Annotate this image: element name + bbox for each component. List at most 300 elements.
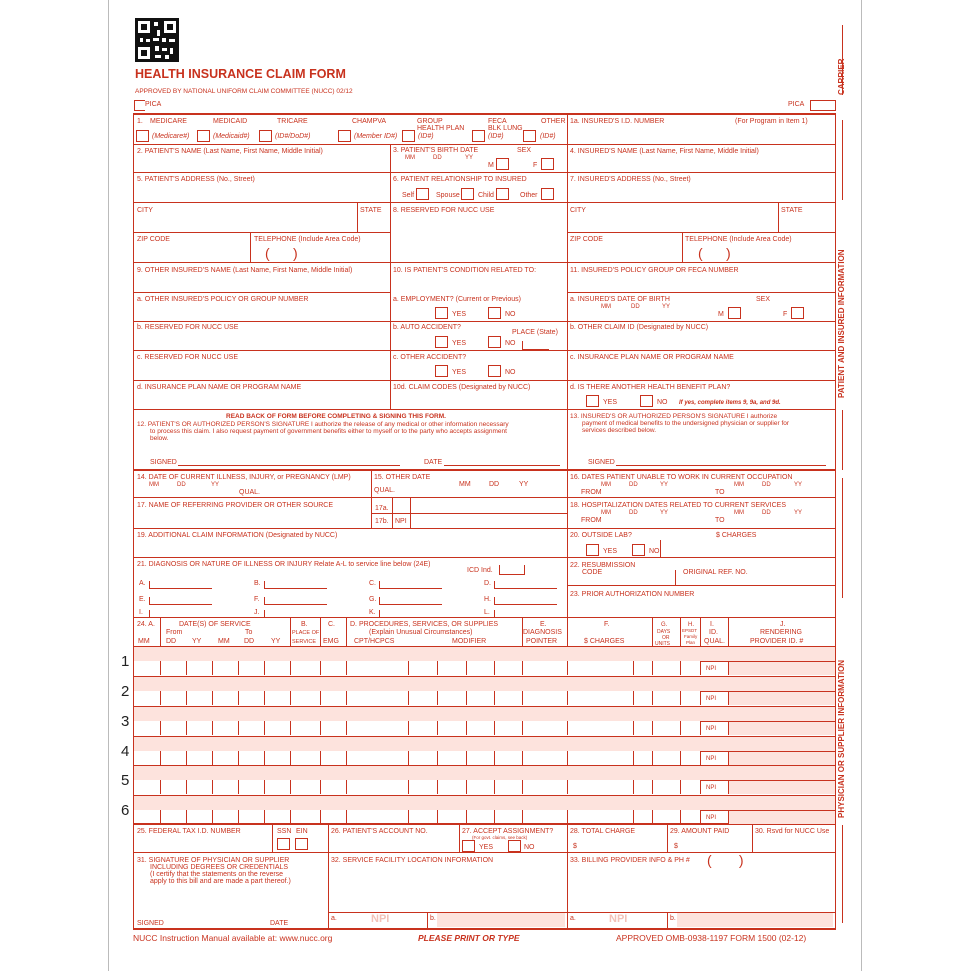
group-id-label: (ID#) (418, 133, 434, 140)
auto-yes-checkbox[interactable] (435, 336, 448, 348)
rule (437, 721, 438, 735)
rule (160, 661, 161, 675)
another-plan-note: If yes, complete items 9, 9a, and 9d. (679, 400, 781, 406)
another-plan-no-checkbox[interactable] (640, 395, 653, 407)
rule (494, 810, 495, 824)
rule (700, 617, 701, 646)
patient-zip-label: ZIP CODE (137, 236, 170, 243)
box18-yy: YY (660, 510, 669, 516)
days-label: DAYS (657, 629, 671, 635)
diagnosis-letter-label: H. (484, 596, 491, 603)
side-arrow-line (842, 410, 843, 470)
rule (133, 202, 390, 203)
insured-address-label: 7. INSURED'S ADDRESS (No., Street) (570, 176, 691, 183)
rel-other-label: Other (520, 192, 538, 199)
insured-id-note: (For Program in Item 1) (735, 118, 808, 125)
group-label: GROUP (417, 118, 443, 125)
insured-signature-line[interactable] (616, 465, 826, 466)
box18-dd: DD (629, 510, 638, 516)
pointer-label: POINTER (526, 638, 558, 645)
side-label-patient: PATIENT AND INSURED INFORMATION (837, 249, 846, 398)
box14-dd: DD (177, 482, 186, 488)
rule (133, 144, 836, 145)
rule (752, 823, 753, 852)
outside-lab-no-label: NO (649, 548, 660, 555)
rule (408, 751, 409, 765)
box18-to: TO (715, 517, 725, 524)
pica-right-label: PICA (788, 101, 805, 108)
rule (700, 691, 701, 705)
child-checkbox[interactable] (496, 188, 509, 200)
rule (652, 661, 653, 675)
box16-to: TO (715, 489, 725, 496)
rule (437, 691, 438, 705)
box31-line3: (I certify that the statements on the reverse (150, 871, 284, 878)
box13-line3: services described below. (582, 427, 657, 434)
insured-zip-label: ZIP CODE (570, 236, 603, 243)
icd-ind-label: ICD Ind. (467, 567, 493, 574)
side-label-carrier: CARRIER (837, 58, 846, 95)
side-arrow-line (842, 478, 843, 598)
service-line-shaded-row[interactable] (134, 647, 835, 661)
box24h-label: H. (688, 622, 694, 628)
rule (652, 617, 653, 646)
box33b-label: b. (670, 915, 676, 922)
line-npi-label: NPI (706, 785, 717, 791)
resubmission-label: 22. RESUBMISSION (570, 562, 636, 569)
place-of-label: PLACE OF (292, 630, 320, 636)
box33a-label: a. (570, 915, 576, 922)
rule (410, 497, 411, 528)
total-charge-label: 28. TOTAL CHARGE (570, 828, 636, 835)
rule (728, 810, 729, 824)
rule (290, 721, 291, 735)
service-line-shaded-row[interactable] (134, 737, 835, 751)
rule (437, 810, 438, 824)
rule (238, 661, 239, 675)
rel-other-checkbox[interactable] (541, 188, 554, 200)
rule (264, 691, 265, 705)
tricare-label: TRICARE (277, 118, 308, 125)
diagnosis-code-field[interactable] (494, 581, 557, 589)
self-checkbox[interactable] (416, 188, 429, 200)
employment-no-checkbox[interactable] (488, 307, 501, 319)
diagnosis-code-field[interactable] (149, 610, 212, 618)
rule (212, 810, 213, 824)
other-accident-yes-label: YES (452, 369, 467, 376)
diagnosis-code-field[interactable] (379, 581, 442, 589)
patient-signature-line[interactable] (178, 465, 400, 466)
box18-from: FROM (581, 517, 602, 524)
other-insured-policy-label: a. OTHER INSURED'S POLICY OR GROUP NUMBER (137, 296, 309, 303)
rule (652, 780, 653, 794)
dos-to-label: To (245, 629, 253, 636)
rule (567, 232, 836, 233)
outside-lab-no-checkbox[interactable] (632, 544, 645, 556)
diagnosis-letter-label: C. (369, 580, 376, 587)
box17a-label: 17a. (375, 505, 389, 512)
sex-m-checkbox[interactable] (496, 158, 509, 170)
box15-qual-label: QUAL. (374, 487, 396, 494)
rule (346, 751, 347, 765)
accept-no-checkbox[interactable] (508, 840, 521, 852)
blk-lung-label: BLK LUNG (488, 125, 523, 132)
box24i-label: I. (710, 621, 714, 628)
service-line-number: 4 (121, 743, 130, 760)
insured-dob-mm: MM (601, 304, 611, 310)
patient-state-label: STATE (360, 207, 382, 214)
rule (346, 810, 347, 824)
rendering-provider-npi-field[interactable] (728, 691, 835, 705)
reserved-nucc-label: 8. RESERVED FOR NUCC USE (393, 207, 495, 214)
insurance-plan-11c-label: c. INSURANCE PLAN NAME OR PROGRAM NAME (570, 354, 734, 361)
patient-phone-parens[interactable]: ( ) (265, 245, 298, 261)
accept-yes-label: YES (479, 844, 494, 851)
auto-no-label: NO (505, 340, 516, 347)
box16-to-yy: YY (794, 482, 803, 488)
patient-address-label: 5. PATIENT'S ADDRESS (No., Street) (137, 176, 255, 183)
rule (346, 721, 347, 735)
rule (700, 721, 701, 735)
other-accident-no-label: NO (505, 369, 516, 376)
rule (133, 380, 836, 381)
box24j-label: J. (780, 621, 786, 628)
line-npi-label: NPI (706, 666, 717, 672)
medicaid-checkbox[interactable] (197, 130, 210, 142)
rule (680, 810, 681, 824)
insured-phone-parens[interactable]: ( ) (698, 245, 731, 261)
employment-yes-label: YES (452, 311, 467, 318)
accept-assignment-note: (For govt. claims, see back) (472, 835, 528, 840)
physician-signed-label: SIGNED (137, 920, 164, 927)
box31-line1: 31. SIGNATURE OF PHYSICIAN OR SUPPLIER (137, 857, 290, 864)
patient-telephone-label: TELEPHONE (Include Area Code) (254, 236, 361, 243)
side-arrow-line (842, 120, 843, 200)
rule (700, 661, 835, 662)
read-back-text: READ BACK OF FORM BEFORE COMPLETING & SIGNING THIS FORM. (226, 413, 446, 420)
rule (290, 661, 291, 675)
rendering-provider-npi-field[interactable] (728, 780, 835, 794)
pica-left-box[interactable] (134, 100, 145, 111)
diagnosis-letter-label: F. (254, 596, 260, 603)
rule (700, 810, 701, 824)
referring-provider-label: 17. NAME OF REFERRING PROVIDER OR OTHER SOURCE (137, 502, 334, 509)
service-label: SERVICE (292, 639, 317, 645)
billing-provider-label: 33. BILLING PROVIDER INFO & PH # (570, 857, 690, 864)
rule (133, 928, 836, 930)
line-npi-label: NPI (706, 726, 717, 732)
plan-label: Plan (686, 640, 696, 645)
box12-line1: 12. PATIENT'S OR AUTHORIZED PERSON'S SIGNATURE I authorize the release of any medical or other information necessary (137, 421, 509, 428)
medicare-label: MEDICARE (150, 118, 187, 125)
service-line-number: 1 (121, 653, 130, 670)
rule (567, 780, 568, 794)
rule (522, 617, 523, 646)
ein-checkbox[interactable] (295, 838, 308, 850)
rule (320, 691, 321, 705)
sex-f-checkbox[interactable] (541, 158, 554, 170)
feca-id-label: (ID#) (488, 133, 504, 140)
rule (700, 780, 835, 781)
dos-to-mm: MM (218, 638, 230, 645)
child-label: Child (478, 192, 494, 199)
amount-paid-label: 29. AMOUNT PAID (670, 828, 730, 835)
sex-m-label: M (488, 162, 494, 169)
diagnosis-code-field[interactable] (494, 610, 557, 618)
another-plan-label: d. IS THERE ANOTHER HEALTH BENEFIT PLAN? (570, 384, 731, 391)
diagnosis-letter-label: I. (139, 609, 143, 616)
rule (238, 780, 239, 794)
rule (238, 721, 239, 735)
auto-no-checkbox[interactable] (488, 336, 501, 348)
champva-checkbox[interactable] (338, 130, 351, 142)
rule (700, 721, 835, 722)
insured-id-field[interactable] (570, 128, 832, 142)
place-state-field[interactable] (522, 341, 549, 350)
spouse-checkbox[interactable] (461, 188, 474, 200)
service-line-shaded-row[interactable] (134, 707, 835, 721)
box14-qual-label: QUAL. (239, 489, 261, 496)
dos-from-label: From (166, 629, 183, 636)
box12-line2: to process this claim. I also request payment of government benefits either to myself or to the party who accepts assignment (150, 428, 507, 435)
insured-id-label: 1a. INSURED'S I.D. NUMBER (570, 118, 665, 125)
pica-right-box[interactable] (810, 100, 836, 111)
rule (186, 691, 187, 705)
insured-sex-m-checkbox[interactable] (728, 307, 741, 319)
tricare-checkbox[interactable] (259, 130, 272, 142)
rule (680, 691, 681, 705)
diagnosis-code-field[interactable] (149, 581, 212, 589)
rule (264, 661, 265, 675)
rule (680, 661, 681, 675)
epsdt-label: EPSDT (682, 628, 698, 633)
amount-paid-dollar: $ (674, 843, 678, 850)
birth-dd: DD (433, 155, 442, 161)
rendering-provider-npi-field[interactable] (728, 661, 835, 675)
rule (567, 585, 836, 586)
rule (272, 823, 273, 852)
rule (320, 810, 321, 824)
rule (133, 321, 390, 322)
rule (652, 721, 653, 735)
diagnosis-letter-label: A. (139, 580, 146, 587)
rule (680, 721, 681, 735)
rule (290, 810, 291, 824)
footer-nucc-manual: NUCC Instruction Manual available at: www.nucc.org (133, 933, 333, 943)
line-npi-label: NPI (706, 696, 717, 702)
other-checkbox[interactable] (523, 130, 536, 142)
diagnosis-code-field[interactable] (494, 597, 557, 605)
rule (680, 780, 681, 794)
rule (437, 751, 438, 765)
feca-checkbox[interactable] (472, 130, 485, 142)
family-label: Family (684, 634, 698, 639)
rule (320, 661, 321, 675)
rule (264, 751, 265, 765)
icd-ind-field[interactable] (499, 565, 525, 575)
rule (133, 557, 836, 558)
ssn-label: SSN (277, 828, 292, 835)
rule (567, 350, 836, 351)
other-accident-label: c. OTHER ACCIDENT? (393, 354, 467, 361)
birth-yy: YY (465, 155, 474, 161)
patient-signed-label: SIGNED (150, 459, 177, 466)
accept-assignment-label: 27. ACCEPT ASSIGNMENT? (462, 828, 554, 835)
qr-code (135, 18, 179, 62)
other-date-label: 15. OTHER DATE (374, 474, 431, 481)
diagnosis-code-field[interactable] (264, 610, 327, 618)
rule (437, 661, 438, 675)
rule (633, 721, 634, 735)
rule (160, 810, 161, 824)
rule (160, 617, 161, 646)
rule (186, 810, 187, 824)
medicare-id-label: (Medicare#) (152, 133, 190, 140)
box33b-field[interactable] (677, 913, 833, 927)
pica-left-label: PICA (145, 101, 162, 108)
dos-from-dd: DD (166, 638, 177, 645)
rule (160, 780, 161, 794)
rule (186, 780, 187, 794)
diagnosis-letter-label: K. (369, 609, 376, 616)
rule (522, 751, 523, 765)
rule (522, 691, 523, 705)
rule (728, 617, 729, 646)
line-npi-label: NPI (706, 756, 717, 762)
service-line-shaded-row[interactable] (134, 677, 835, 691)
service-line-shaded-row[interactable] (134, 766, 835, 780)
box31-line2: INCLUDING DEGREES OR CREDENTIALS (150, 864, 289, 871)
rule (133, 409, 836, 410)
accept-no-label: NO (524, 844, 535, 851)
outside-lab-yes-checkbox[interactable] (586, 544, 599, 556)
diagnosis-code-field[interactable] (149, 597, 212, 605)
ssn-checkbox[interactable] (277, 838, 290, 850)
rule (728, 691, 729, 705)
accept-yes-checkbox[interactable] (462, 840, 475, 852)
rule (427, 912, 428, 928)
units-label: UNITS (655, 641, 670, 647)
service-line-number: 3 (121, 713, 130, 730)
rule (133, 528, 836, 529)
patient-sign-date-label: DATE (424, 459, 443, 466)
diagnosis-code-field[interactable] (379, 597, 442, 605)
rule (494, 721, 495, 735)
rule (408, 661, 409, 675)
dos-from-mm: MM (138, 638, 150, 645)
diagnosis-code-field[interactable] (264, 597, 327, 605)
diagnosis-code-field[interactable] (379, 610, 442, 618)
insured-sex-m-label: M (718, 311, 724, 318)
current-illness-label: 14. DATE OF CURRENT ILLNESS, INJURY, or PREGNANCY (LMP) (137, 474, 351, 481)
patient-birth-date-label: 3. PATIENT'S BIRTH DATE (393, 147, 479, 154)
rendering-provider-npi-field[interactable] (728, 751, 835, 765)
insured-sex-f-checkbox[interactable] (791, 307, 804, 319)
rule (835, 113, 836, 928)
diagnosis-letter-label: L. (484, 609, 490, 616)
other-accident-yes-checkbox[interactable] (435, 365, 448, 377)
rule (320, 721, 321, 735)
side-label-physician: PHYSICIAN OR SUPPLIER INFORMATION (837, 659, 846, 818)
place-state-label: PLACE (State) (512, 329, 558, 336)
box24e-label: E. (540, 621, 547, 628)
rule (346, 780, 347, 794)
dos-to-dd: DD (244, 638, 255, 645)
billing-phone-parens[interactable]: ( ) (707, 852, 744, 868)
other-accident-no-checkbox[interactable] (488, 365, 501, 377)
rule (459, 823, 460, 852)
rule (567, 691, 568, 705)
birth-mm: MM (405, 155, 415, 161)
diagnosis-letter-label: B. (254, 580, 261, 587)
rendering-provider-npi-field[interactable] (728, 721, 835, 735)
provider-id-label: PROVIDER ID. # (750, 638, 804, 645)
group-checkbox[interactable] (402, 130, 415, 142)
rule (633, 691, 634, 705)
rule (522, 810, 523, 824)
other-claim-id-label: b. OTHER CLAIM ID (Designated by NUCC) (570, 324, 709, 331)
diagnosis-letter-label: E. (139, 596, 146, 603)
service-line-shaded-row[interactable] (134, 796, 835, 810)
rule (212, 721, 213, 735)
insured-state-label: STATE (781, 207, 803, 214)
rule (466, 691, 467, 705)
total-charge-dollar: $ (573, 843, 577, 850)
rule (700, 780, 701, 794)
rule (667, 912, 668, 928)
reserved-9b-label: b. RESERVED FOR NUCC USE (137, 324, 239, 331)
dos-from-yy: YY (192, 638, 202, 645)
insured-telephone-label: TELEPHONE (Include Area Code) (685, 236, 792, 243)
box16-from: FROM (581, 489, 602, 496)
rule (728, 751, 729, 765)
rule (238, 691, 239, 705)
other-id-label: (ID#) (540, 133, 556, 140)
rule (238, 751, 239, 765)
rsvd-nucc-label: 30. Rsvd for NUCC Use (755, 828, 830, 835)
box32b-field[interactable] (437, 913, 565, 927)
insured-city-label: CITY (570, 207, 586, 214)
diagnosis-letter-label: D. (484, 580, 491, 587)
service-line-number: 2 (121, 683, 130, 700)
rule (700, 751, 701, 765)
rule (567, 661, 568, 675)
line-charges-label: $ CHARGES (584, 638, 625, 645)
dos-to-yy: YY (271, 638, 281, 645)
side-arrow-line (842, 825, 843, 923)
rule (186, 661, 187, 675)
rule (408, 691, 409, 705)
employment-yes-checkbox[interactable] (435, 307, 448, 319)
rule (212, 780, 213, 794)
medicare-checkbox[interactable] (136, 130, 149, 142)
form-title: HEALTH INSURANCE CLAIM FORM (135, 67, 346, 81)
diagnosis-code-field[interactable] (264, 581, 327, 589)
outside-lab-charges-label: $ CHARGES (716, 532, 757, 539)
rule (633, 661, 634, 675)
rule (675, 570, 676, 585)
rule (494, 780, 495, 794)
box24b-label: B. (301, 621, 308, 628)
patient-sign-date-line[interactable] (444, 465, 560, 466)
rule (390, 144, 391, 410)
modifier-label: MODIFIER (452, 638, 487, 645)
another-plan-yes-checkbox[interactable] (586, 395, 599, 407)
service-facility-label: 32. SERVICE FACILITY LOCATION INFORMATION (331, 857, 494, 864)
self-label: Self (402, 192, 415, 199)
patient-name-field[interactable] (137, 157, 387, 170)
rendering-provider-npi-field[interactable] (728, 810, 835, 824)
